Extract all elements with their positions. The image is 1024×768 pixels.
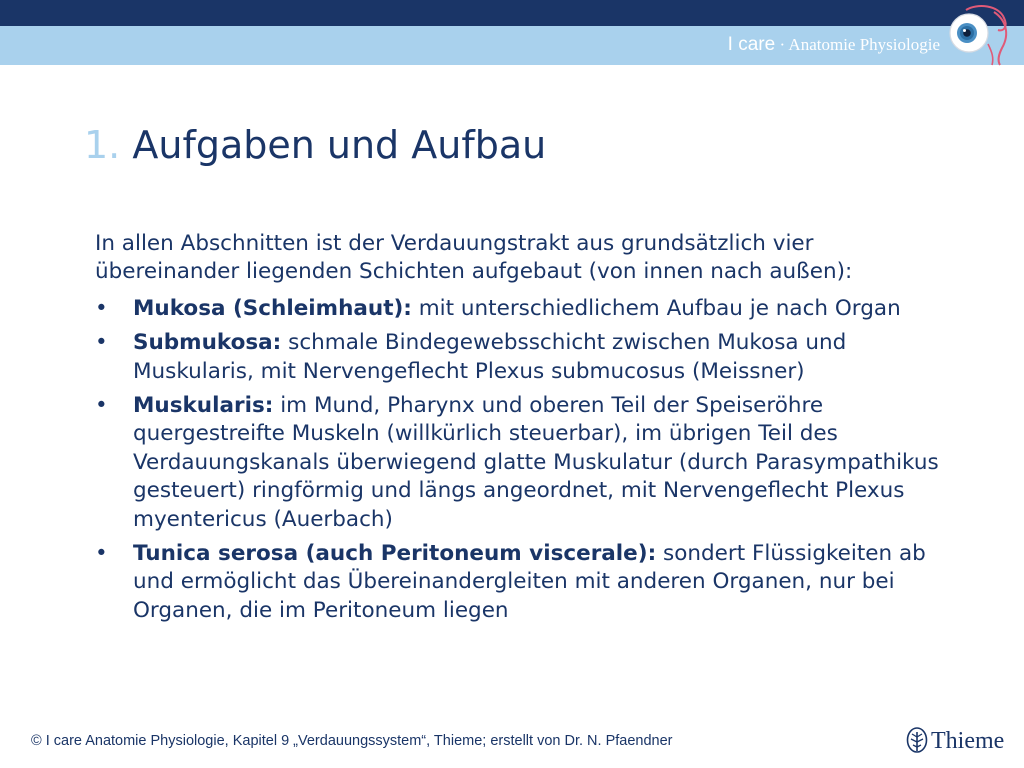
brand-anatomie-physiologie: Anatomie Physiologie xyxy=(788,35,940,54)
bullet-icon: • xyxy=(95,541,108,567)
item-term: Tunica serosa (auch Peritoneum viscerale): xyxy=(133,541,657,567)
publisher-logo xyxy=(906,726,1004,756)
item-text: mit unterschiedlichem Aufbau je nach Organ xyxy=(411,295,901,321)
eye-icon xyxy=(944,4,1014,66)
list-item-muskularis xyxy=(95,392,955,534)
footer-copyright: © I care Anatomie Physiologie, Kapitel 9 „Verdauungssystem“, Thieme; erstellt von Dr. N. Pfaendner xyxy=(31,733,673,749)
brand-separator: · xyxy=(775,35,789,54)
item-text: sondert Flüssigkeiten ab und ermöglicht das Übereinandergleiten mit anderen Organen, nur bei Organen, die im Peritoneum liegen xyxy=(133,541,926,623)
list-item-mukosa xyxy=(95,295,955,323)
slide-number: 1. xyxy=(84,123,121,167)
list-item-submukosa xyxy=(95,329,955,386)
item-term: Submukosa: xyxy=(133,330,282,356)
publisher-name: Thieme xyxy=(931,727,1005,754)
bullet-icon: • xyxy=(95,393,108,419)
bullet-icon: • xyxy=(95,330,108,356)
item-text: im Mund, Pharynx und oberen Teil der Speiseröhre quergestreifte Muskeln (willkürlich steuerbar), im übrigen Teil des Verdauungskanals überwiegend glatte Muskulatur (durch Parasympathikus gesteuert) ringförmig und längs angeordnet, mit Nervengeflecht Plexus myentericus (Auerbach) xyxy=(133,393,939,532)
item-term: Mukosa (Schleimhaut): xyxy=(133,295,412,321)
list-item-tunica-serosa xyxy=(95,540,955,625)
intro-paragraph: In allen Abschnitten ist der Verdauungstrakt aus grundsätzlich vier übereinander liegenden Schichten aufgebaut (von innen nach außen): xyxy=(95,231,853,285)
item-text: schmale Bindegewebsschicht zwischen Mukosa und Muskularis, mit Nervengeflecht Plexus submucosus (Meissner) xyxy=(133,330,847,384)
brand-i-care: I care xyxy=(727,34,776,55)
thieme-tree-icon xyxy=(906,727,928,755)
slide-title-text: Aufgaben und Aufbau xyxy=(132,123,547,167)
brand-label xyxy=(728,34,940,56)
layer-list xyxy=(95,295,955,625)
item-term: Muskularis: xyxy=(133,393,274,419)
content-body xyxy=(95,230,955,631)
bullet-icon: • xyxy=(95,295,108,321)
header-dark-bar xyxy=(0,0,1024,26)
slide-title xyxy=(84,121,546,169)
